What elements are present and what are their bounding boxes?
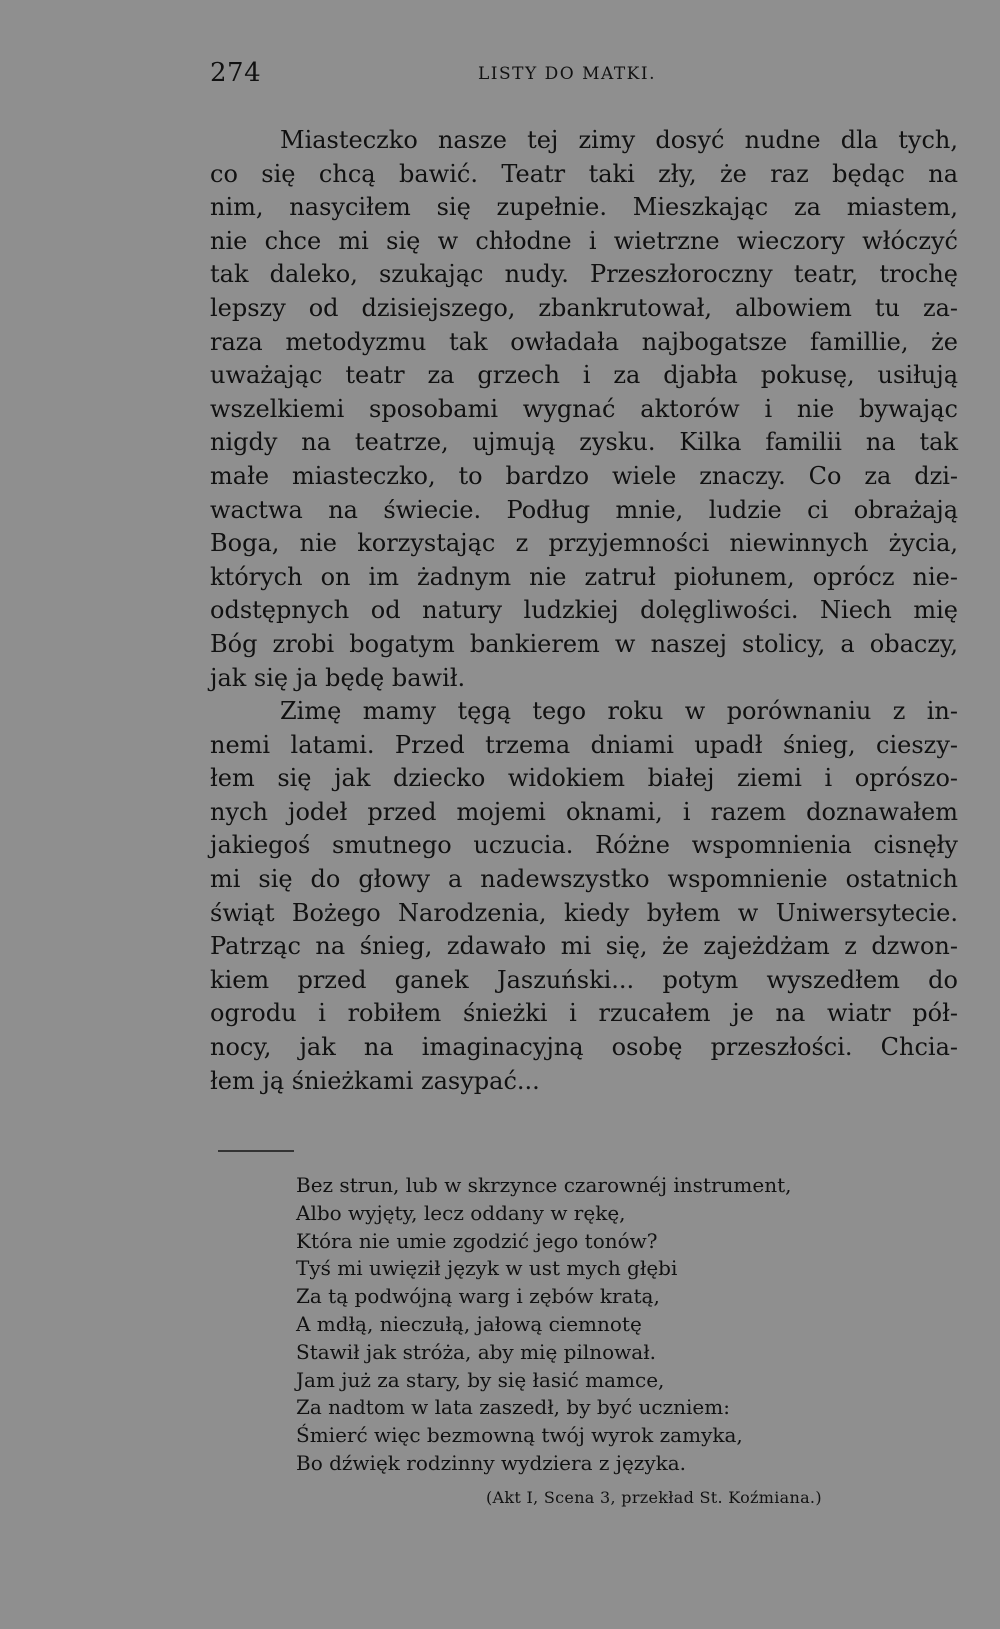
prose-line: Bóg zrobi bogatym bankierem w naszej stolicy, a obaczy, <box>210 629 958 658</box>
prose-line: Patrząc na śnieg, zdawało mi się, że zajeżdżam z dzwon- <box>210 932 958 961</box>
prose-line: wszelkiemi sposobami wygnać aktorów i nie bywając <box>210 394 958 423</box>
verse-line: Za nadtom w lata zaszedł, by być uczniem: <box>296 1395 730 1420</box>
prose-line: nemi latami. Przed trzema dniami upadł śnieg, cieszy- <box>210 730 958 759</box>
verse-line: Jam już za stary, by się łasić mamce, <box>296 1367 665 1392</box>
verse-citation: (Akt I, Scena 3, przekład St. Koźmiana.) <box>486 1488 822 1507</box>
prose-line: lepszy od dzisiejszego, zbankrutował, albowiem tu za- <box>210 293 958 322</box>
prose-line: Zimę mamy tęgą tego roku w porównaniu z in- <box>280 697 958 726</box>
prose-line: małe miasteczko, to bardzo wiele znaczy. Co za dzi- <box>210 461 958 490</box>
verse-line: Bez strun, lub w skrzynce czarownéj instrument, <box>296 1173 792 1197</box>
verse-line: Za tą podwójną warg i zębów kratą, <box>296 1284 660 1309</box>
verse-line: Bo dźwięk rodzinny wydziera z języka. <box>296 1450 687 1475</box>
prose-line: Miasteczko nasze tej zimy dosyć nudne dla tych, <box>280 126 958 154</box>
prose-line: odstępnych od natury ludzkiej dolęgliwości. Niech mię <box>210 596 958 625</box>
verse-line: Stawił jak stróża, aby mię pilnował. <box>296 1339 657 1364</box>
verse-line: Albo wyjęty, lecz oddany w rękę, <box>296 1200 626 1225</box>
prose-line: łem ją śnieżkami zasypać... <box>210 1066 540 1095</box>
prose-line: mi się do głowy a nadewszystko wspomnienie ostatnich <box>210 865 958 894</box>
prose-line: świąt Bożego Narodzenia, kiedy byłem w Uniwersytecie. <box>210 898 958 927</box>
verse-line: A mdłą, nieczułą, jałową ciemnotę <box>296 1311 642 1336</box>
prose-line: nocy, jak na imaginacyjną osobę przeszłości. Chcia- <box>210 1033 958 1062</box>
page-number: 274 <box>210 58 262 88</box>
section-separator <box>218 1150 294 1152</box>
prose-line: co się chcą bawić. Teatr taki zły, że raz będąc na <box>210 159 958 188</box>
prose-line: jakiegoś smutnego uczucia. Różne wspomnienia cisnęły <box>210 831 958 860</box>
verse-line: Która nie umie zgodzić jego tonów? <box>296 1228 658 1253</box>
page-header <box>210 58 958 98</box>
prose-line: łem się jak dziecko widokiem białej ziemi i oprószo- <box>210 764 958 793</box>
verse-line: Tyś mi uwięził język w ust mych głębi <box>296 1256 678 1281</box>
prose-line: jak się ja będę bawił. <box>210 663 466 692</box>
running-title: LISTY DO MATKI. <box>478 64 656 84</box>
prose-line: kiem przed ganek Jaszuński... potym wyszedłem do <box>210 965 958 994</box>
verse-quotation <box>296 1172 916 1478</box>
prose-line: nigdy na teatrze, ujmują zysku. Kilka familii na tak <box>210 428 958 457</box>
prose-line: uważając teatr za grzech i za djabła pokusę, usiłują <box>210 361 958 390</box>
verse-line: Śmierć więc bezmowną twój wyrok zamyka, <box>296 1423 743 1448</box>
prose-line: nych jodeł przed mojemi oknami, i razem doznawałem <box>210 797 958 826</box>
prose-line: Boga, nie korzystając z przyjemności niewinnych życia, <box>210 529 958 558</box>
prose-line: raza metodyzmu tak owładała najbogatsze famillie, że <box>210 327 958 356</box>
prose-line: tak daleko, szukając nudy. Przeszłoroczny teatr, trochę <box>210 260 958 289</box>
prose-line: nie chce mi się w chłodne i wietrzne wieczory włóczyć <box>210 226 958 255</box>
prose-line: których on im żadnym nie zatruł piołunem, oprócz nie- <box>210 562 958 591</box>
prose-line: nim, nasyciłem się zupełnie. Mieszkając za miastem, <box>210 193 958 222</box>
prose-body <box>210 124 958 1098</box>
prose-line: wactwa na świecie. Podług mnie, ludzie ci obrażają <box>210 495 958 524</box>
prose-line: ogrodu i robiłem śnieżki i rzucałem je na wiatr pół- <box>210 999 958 1028</box>
